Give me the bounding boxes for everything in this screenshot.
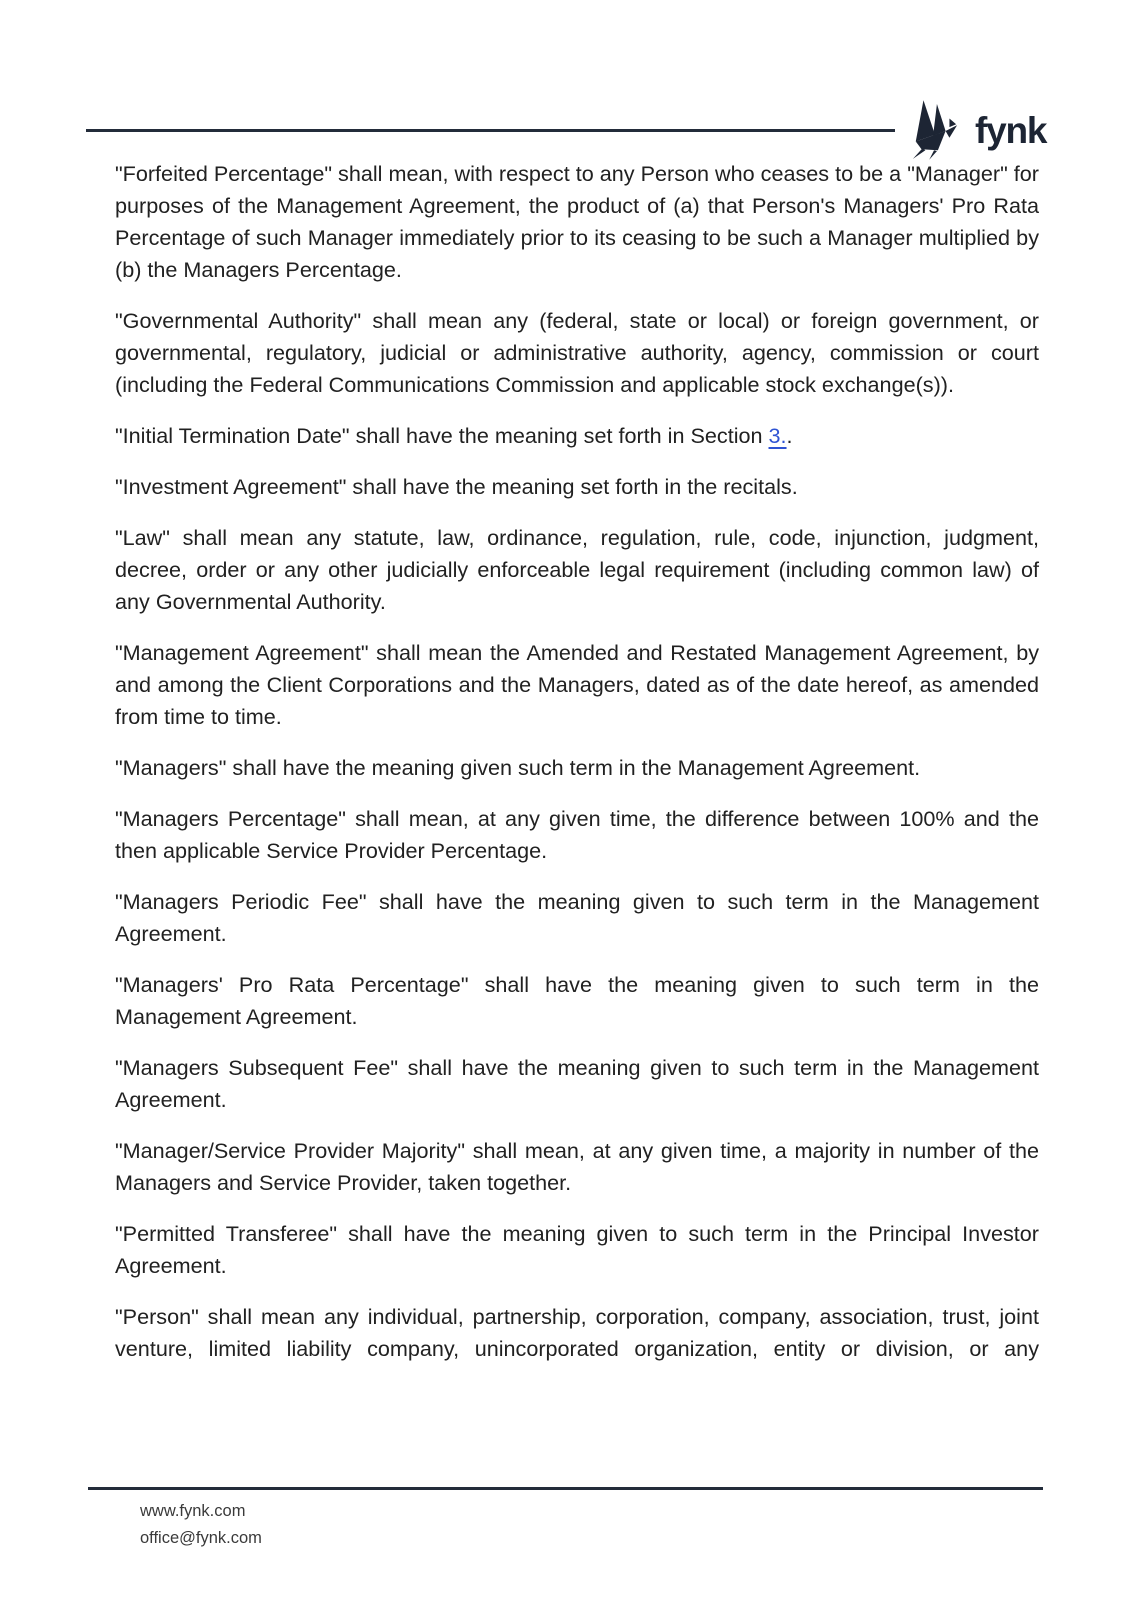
paragraph: "Law" shall mean any statute, law, ordinance, regulation, rule, code, injunction, judgment, decree, order or any other judicially enforceable legal requirement (including common law) of any Governmental Authority. <box>115 525 1039 614</box>
paragraph: "Permitted Transferee" shall have the meaning given to such term in the Principal Investor Agreement. <box>115 1221 1039 1278</box>
paragraph: "Manager/Service Provider Majority" shall mean, at any given time, a majority in number of the Managers and Service Provider, taken together. <box>115 1138 1039 1195</box>
paragraph: "Managers" shall have the meaning given such term in the Management Agreement. <box>115 755 921 780</box>
paragraph: "Managers Percentage" shall mean, at any given time, the difference between 100% and the then applicable Service Provider Percentage. <box>115 806 1039 863</box>
paragraph: "Forfeited Percentage" shall mean, with respect to any Person who ceases to be a "Manager" for purposes of the Management Agreement, the product of (a) that Person's Managers' Pro Rata Percentage of such Manager immediately prior to its ceasing to be such a Manager multiplied by (b) the Managers Percentage. <box>115 161 1039 282</box>
fynk-logo-text: fynk <box>975 109 1047 151</box>
paragraph: "Governmental Authority" shall mean any (federal, state or local) or foreign government, or governmental, regulatory, judicial or administrative authority, agency, commission or court (including the Federal Communications Commission and applicable stock exchange(s)). <box>115 308 1039 397</box>
document-body <box>115 158 1039 1384</box>
paragraph: "Management Agreement" shall mean the Amended and Restated Management Agreement, by and among the Client Corporations and the Managers, dated as of the date hereof, as amended from time to time. <box>115 640 1039 729</box>
footer-divider <box>88 1487 1043 1490</box>
fynk-logo <box>910 99 1046 161</box>
paragraph: "Managers Periodic Fee" shall have the meaning given to such term in the Management Agreement. <box>115 889 1039 946</box>
paragraph: "Initial Termination Date" shall have the meaning set forth in Section 3.. <box>115 423 793 448</box>
fynk-bird-icon <box>910 99 960 161</box>
paragraph: "Managers' Pro Rata Percentage" shall have the meaning given to such term in the Management Agreement. <box>115 972 1039 1029</box>
paragraph: "Person" shall mean any individual, partnership, corporation, company, association, trust, joint venture, limited liability company, unincorporated organization, entity or division, or any <box>115 1304 1039 1361</box>
paragraph: "Investment Agreement" shall have the meaning set forth in the recitals. <box>115 474 798 499</box>
paragraph: "Managers Subsequent Fee" shall have the meaning given to such term in the Management Agreement. <box>115 1055 1039 1112</box>
footer-email: office@fynk.com <box>140 1529 262 1547</box>
footer-website: www.fynk.com <box>140 1502 246 1520</box>
page-footer <box>140 1498 262 1552</box>
section-3-link[interactable]: 3. <box>768 423 787 448</box>
header-divider <box>86 129 895 132</box>
